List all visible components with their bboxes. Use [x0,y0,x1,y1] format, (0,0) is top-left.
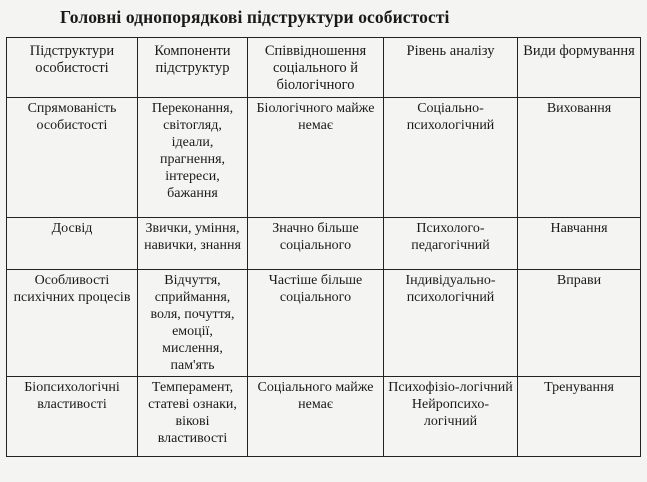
table-cell: Вправи [518,270,641,377]
page-title: Головні однопорядкові підструктури особистості [60,7,450,27]
table-cell: Психолого-педагогічний [384,218,518,270]
table-cell: Темперамент, статеві ознаки, вікові властивості [138,377,248,457]
table-cell: Тренування [518,377,641,457]
table-cell: Частіше більше соціального [248,270,384,377]
table-cell: Виховання [518,98,641,218]
table-cell: Звички, уміння, навички, знання [138,218,248,270]
table-row [7,377,641,457]
table-cell: Переконання, світогляд, ідеали, прагнення, інтереси, бажання [138,98,248,218]
table-row [7,270,641,377]
table-cell: Відчуття, сприймання, воля, почуття, емоції, мислення, пам'ять [138,270,248,377]
table-cell: Соціального майже немає [248,377,384,457]
header-social-biological-ratio: Співвідношення соціального й біологічного [248,38,384,98]
table-row [7,218,641,270]
table-cell: Соціально-психологічний [384,98,518,218]
table-header-row [7,38,641,98]
table-cell: Біопсихологічні властивості [7,377,138,457]
header-substructures: Підструктури особистості [7,38,138,98]
table-cell: Особливості психічних процесів [7,270,138,377]
header-analysis-level: Рівень аналізу [384,38,518,98]
substructures-table [6,37,641,457]
table-row [7,98,641,218]
table-cell: Навчання [518,218,641,270]
header-components: Компоненти підструктур [138,38,248,98]
table-cell: Психофізіо-логічний Нейропсихо-логічний [384,377,518,457]
table-cell: Біологічного майже немає [248,98,384,218]
table-cell: Досвід [7,218,138,270]
table-cell: Спрямованість особистості [7,98,138,218]
table-cell: Індивідуально-психологічний [384,270,518,377]
header-formation-types: Види формування [518,38,641,98]
table-cell: Значно більше соціального [248,218,384,270]
